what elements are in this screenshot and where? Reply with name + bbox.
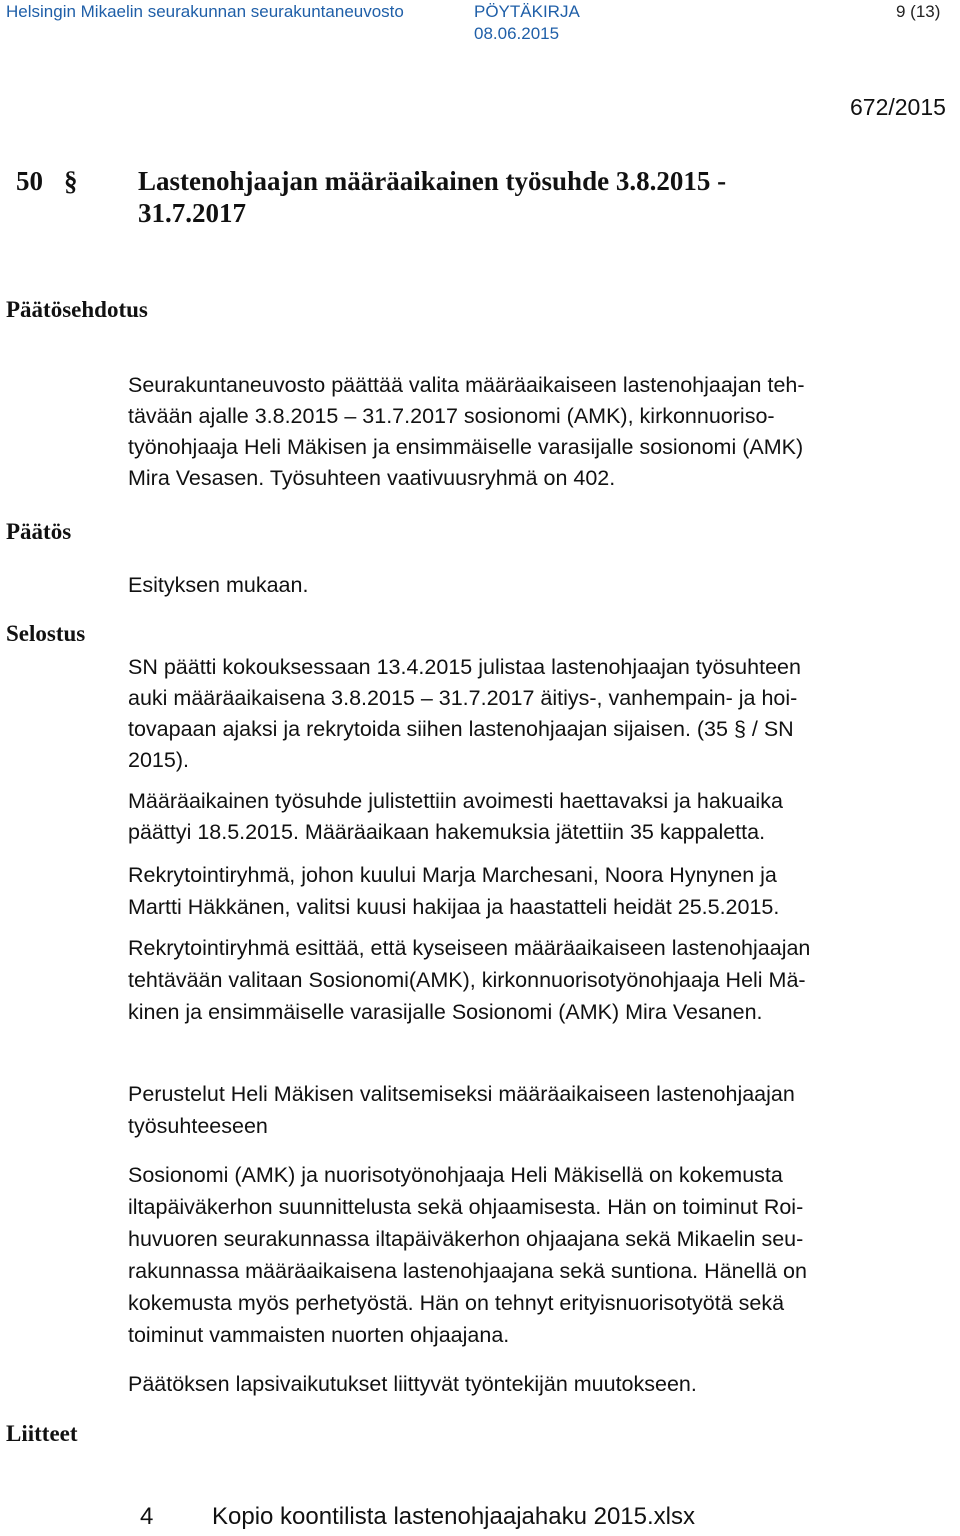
header-organization: Helsingin Mikaelin seurakunnan seurakuntaneuvosto [6, 2, 404, 21]
child-impact-line: Päätöksen lapsivaikutukset liittyvät työntekijän muutokseen. [128, 1372, 697, 1396]
proposal-line: tävään ajalle 3.8.2015 – 31.7.2017 sosionomi (AMK), kirkonnuoriso- [128, 404, 775, 428]
explanation-paragraph-1 [128, 652, 958, 776]
proposal-line: työnohjaaja Heli Mäkisen ja ensimmäiselle varasijalle sosionomi (AMK) [128, 435, 804, 459]
rationale-body [128, 1159, 958, 1351]
label-attachments: Liitteet [6, 1421, 78, 1446]
case-number: 672/2015 [850, 94, 946, 120]
attachment-name: Kopio koontilista lastenohjaajahaku 2015.xlsx [212, 1503, 695, 1530]
proposal-line: Seurakuntaneuvosto päättää valita määräaikaiseen lastenohjaajan teh- [128, 373, 805, 397]
rationale-heading-line: Perustelut Heli Mäkisen valitsemiseksi määräaikaiseen lastenohjaajan [128, 1082, 795, 1106]
explanation-paragraph-4 [128, 932, 958, 1028]
section-title-line1: Lastenohjaajan määräaikainen työsuhde 3.8.2015 - [138, 166, 727, 196]
explanation-line: tehtävään valitaan Sosionomi(AMK), kirkonnuorisotyönohjaaja Heli Mä- [128, 968, 806, 992]
explanation-line: päättyi 18.5.2015. Määräaikaan hakemuksia jätettiin 35 kappaletta. [128, 820, 766, 844]
explanation-paragraph-3 [128, 859, 958, 923]
explanation-line: Martti Häkkänen, valitsi kuusi hakijaa ja haastatteli heidät 25.5.2015. [128, 895, 780, 919]
decision-text [128, 570, 958, 601]
proposal-line: Mira Vesasen. Työsuhteen vaativuusryhmä on 402. [128, 466, 616, 490]
attachment-number: 4 [140, 1503, 154, 1530]
rationale-line: toiminut vammaisten nuorten ohjaajana. [128, 1323, 510, 1347]
rationale-line: iltapäiväkerhon suunnittelusta sekä ohjaamisesta. Hän on toiminut Roi- [128, 1195, 804, 1219]
label-decision: Päätös [6, 519, 72, 544]
explanation-paragraph-2 [128, 786, 958, 848]
rationale-heading [128, 1078, 958, 1142]
rationale-heading-line: työsuhteeseen [128, 1114, 268, 1138]
proposal-text [128, 370, 958, 494]
explanation-line: 2015). [128, 748, 189, 772]
section-number: 50 [16, 166, 43, 196]
child-impact-statement [128, 1369, 958, 1400]
explanation-line: Rekrytointiryhmä esittää, että kyseiseen määräaikaiseen lastenohjaajan [128, 936, 811, 960]
section-title-line2: 31.7.2017 [138, 198, 246, 228]
rationale-line: huvuoren seurakunnassa iltapäiväkerhon ohjaajana sekä Mikaelin seu- [128, 1227, 804, 1251]
header-document-type: PÖYTÄKIRJA [474, 2, 580, 21]
header-date: 08.06.2015 [474, 24, 560, 43]
explanation-line: kinen ja ensimmäiselle varasijalle Sosionomi (AMK) Mira Vesanen. [128, 1000, 763, 1024]
explanation-line: tovapaan ajaksi ja rekrytoida siihen lastenohjaajan sijaisen. (35 § / SN [128, 717, 794, 741]
label-explanation: Selostus [6, 621, 86, 646]
header-page-number: 9 (13) [896, 2, 941, 21]
decision-line: Esityksen mukaan. [128, 573, 309, 597]
label-proposal: Päätösehdotus [6, 297, 148, 322]
rationale-line: kokemusta myös perhetyöstä. Hän on tehnyt erityisnuorisotyötä sekä [128, 1291, 785, 1315]
explanation-line: Määräaikainen työsuhde julistettiin avoimesti haettavaksi ja hakuaika [128, 789, 783, 813]
rationale-line: rakunnassa määräaikaisena lastenohjaajana sekä suntiona. Hänellä on [128, 1259, 807, 1283]
section-symbol: § [64, 166, 78, 196]
explanation-line: SN päätti kokouksessaan 13.4.2015 julistaa lastenohjaajan työsuhteen [128, 655, 801, 679]
explanation-line: auki määräaikaisena 3.8.2015 – 31.7.2017 äitiys-, vanhempain- ja hoi- [128, 686, 798, 710]
rationale-line: Sosionomi (AMK) ja nuorisotyönohjaaja Heli Mäkisellä on kokemusta [128, 1163, 783, 1187]
explanation-line: Rekrytointiryhmä, johon kuului Marja Marchesani, Noora Hynynen ja [128, 863, 777, 887]
